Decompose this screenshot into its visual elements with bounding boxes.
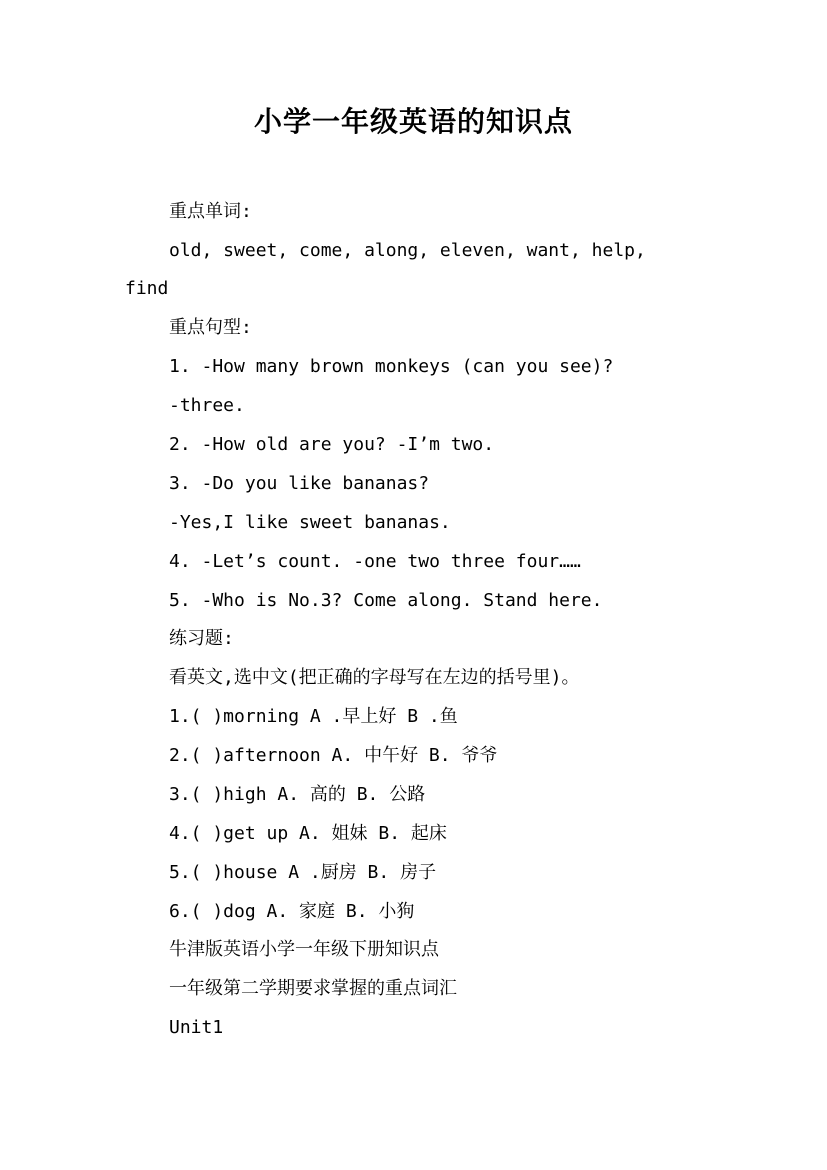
sentence-line: 2. -How old are you? -I’m two. bbox=[169, 434, 495, 455]
exercise-item: 6.( )dog A. 家庭 B. 小狗 bbox=[169, 901, 415, 922]
sentence-line: 3. -Do you like bananas? bbox=[169, 473, 430, 494]
sentence-line: 5. -Who is No.3? Come along. Stand here. bbox=[169, 590, 603, 611]
section-subtitle: 一年级第二学期要求掌握的重点词汇 bbox=[169, 978, 457, 999]
exercise-item: 3.( )high A. 高的 B. 公路 bbox=[169, 784, 426, 805]
exercise-heading: 练习题: bbox=[169, 628, 234, 649]
exercise-item: 1.( )morning A .早上好 B .鱼 bbox=[169, 706, 458, 727]
key-words-line: find bbox=[125, 278, 169, 299]
sentence-line: -Yes,I like sweet bananas. bbox=[169, 512, 451, 533]
document-title: 小学一年级英语的知识点 bbox=[253, 105, 573, 138]
unit-label: Unit1 bbox=[169, 1017, 224, 1038]
exercise-item: 5.( )house A .厨房 B. 房子 bbox=[169, 862, 437, 883]
exercise-item: 2.( )afternoon A. 中午好 B. 爷爷 bbox=[169, 745, 498, 766]
section-title: 牛津版英语小学一年级下册知识点 bbox=[169, 939, 439, 960]
sentence-line: -three. bbox=[169, 395, 245, 416]
key-words-line: old, sweet, come, along, eleven, want, help, bbox=[169, 240, 646, 261]
key-words-heading: 重点单词: bbox=[169, 201, 252, 222]
exercise-instruction: 看英文,选中文(把正确的字母写在左边的括号里)。 bbox=[169, 667, 580, 688]
exercise-item: 4.( )get up A. 姐妹 B. 起床 bbox=[169, 823, 447, 844]
sentence-line: 1. -How many brown monkeys (can you see)? bbox=[169, 356, 614, 377]
sentence-line: 4. -Let’s count. -one two three four…… bbox=[169, 551, 581, 572]
key-sentences-heading: 重点句型: bbox=[169, 317, 252, 338]
